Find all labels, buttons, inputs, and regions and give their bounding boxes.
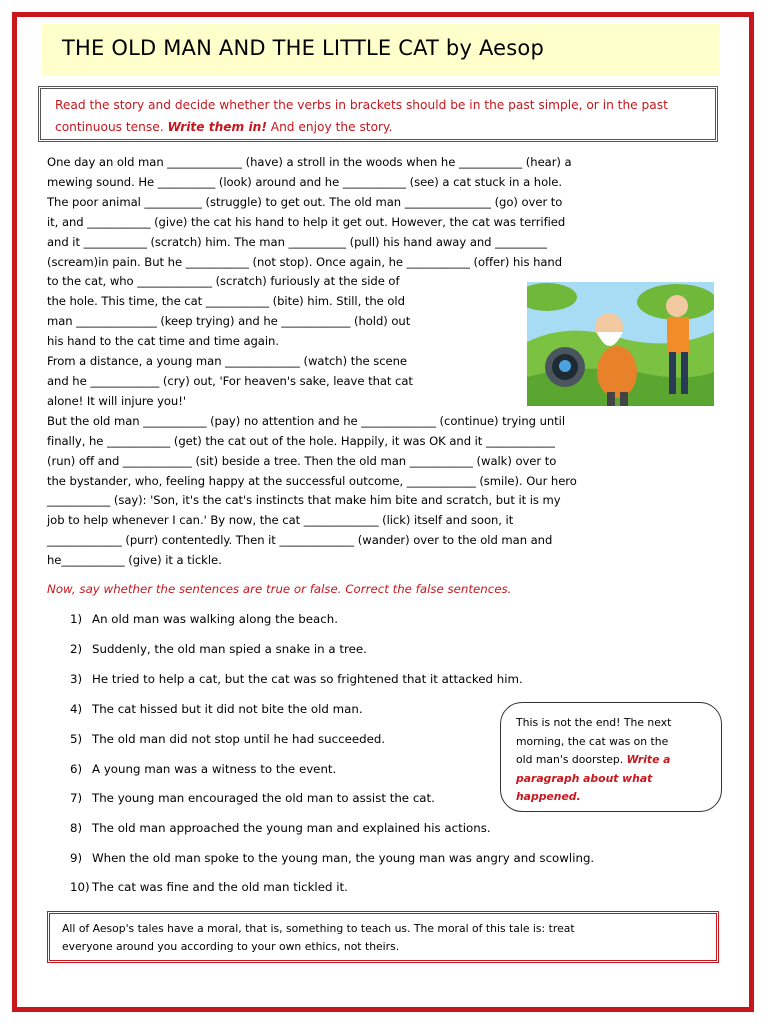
story-line: (scream)in pain. But he ___________ (not stop). Once again, he ___________ (offer) his hand [47, 254, 563, 269]
story-line: his hand to the cat time and time again. [47, 334, 279, 349]
bubble-text: old man's doorstep. [516, 753, 624, 766]
instructions-text-2: simple, or in the past continuous tense. [55, 98, 668, 134]
true-false-heading: Now, say whether the sentences are true or false. Correct the false sentences. [47, 582, 512, 596]
story-line: alone! It will injure you!' [47, 393, 186, 408]
question-number: 4) [70, 702, 83, 716]
question-item [70, 702, 363, 716]
question-number: 5) [70, 732, 83, 746]
story-line: man ______________ (keep trying) and he ____________ (hold) out [47, 314, 411, 329]
story-line: he___________ (give) it a tickle. [47, 553, 222, 568]
story-line: the bystander, who, feeling happy at the successful outcome, ____________ (smile). Our hero [47, 473, 577, 488]
question-number: 10) [70, 880, 90, 894]
question-item [70, 851, 594, 865]
moral-line: All of Aesop's tales have a moral, that is, something to teach us. The moral of this tale is: treat [62, 922, 575, 935]
story-illustration [527, 282, 714, 406]
story-line: From a distance, a young man _____________ (watch) the scene [47, 354, 407, 369]
question-text: Suddenly, the old man spied a snake in a tree. [92, 642, 367, 656]
question-item [70, 732, 385, 746]
question-text: The old man approached the young man and explained his actions. [92, 821, 491, 835]
bubble-line: morning, the cat was on the [516, 734, 669, 748]
story-line: _____________ (purr) contentedly. Then it _____________ (wander) over to the old man and [47, 533, 553, 548]
question-text: The young man encouraged the old man to assist the cat. [92, 791, 435, 805]
bubble-emphasis: happened. [516, 790, 581, 803]
question-text: The old man did not stop until he had succeeded. [92, 732, 386, 746]
question-number: 6) [70, 762, 83, 776]
story-line: One day an old man _____________ (have) a stroll in the woods when he ___________ (hear) a [47, 155, 572, 169]
bubble-line: This is not the end! The next [516, 716, 672, 729]
story-line: to the cat, who _____________ (scratch) furiously at the side of [47, 274, 400, 289]
question-number: 2) [70, 642, 83, 656]
page-title: THE OLD MAN AND THE LITTLE CAT by Aesop [62, 36, 544, 60]
writing-task-bubble [500, 702, 722, 812]
question-item [70, 762, 336, 776]
story-line: the hole. This time, the cat ___________ (bite) him. Still, the old [47, 294, 405, 309]
story-line: mewing sound. He __________ (look) around and he ___________ (see) a cat stuck in a hole. [47, 174, 563, 189]
moral-line: everyone around you according to your own ethics, not theirs. [62, 940, 400, 953]
story-line: and he ____________ (cry) out, 'For heaven's sake, leave that cat [47, 373, 413, 388]
question-number: 1) [70, 612, 83, 626]
question-text: He tried to help a cat, but the cat was so frightened that it attacked him. [92, 672, 523, 686]
moral-box [47, 911, 719, 963]
story-line: The poor animal __________ (struggle) to get out. The old man _______________ (go) over to [47, 194, 563, 209]
question-text: The cat was fine and the old man tickled it. [92, 880, 348, 894]
question-item [70, 791, 435, 805]
question-item [70, 672, 523, 686]
story-line: it, and ___________ (give) the cat his hand to help it get out. However, the cat was terrified [47, 214, 566, 229]
instructions-text-1: Read the story and decide whether the verbs in brackets should be in the past [55, 98, 535, 112]
bubble-line [516, 751, 711, 770]
question-item [70, 821, 491, 835]
instructions-box [38, 86, 718, 142]
question-text: The cat hissed but it did not bite the old man. [92, 702, 363, 716]
question-item [70, 880, 348, 894]
question-text: An old man was walking along the beach. [92, 612, 338, 626]
question-number: 3) [70, 672, 83, 686]
question-text: A young man was a witness to the event. [92, 762, 337, 776]
bubble-emphasis: paragraph about what [516, 771, 653, 785]
question-text: When the old man spoke to the young man, the young man was angry and scowling. [92, 851, 595, 865]
story-line: job to help whenever I can.' By now, the cat _____________ (lick) itself and soon, it [47, 513, 514, 528]
instructions-emphasis: Write them in! [167, 120, 267, 134]
story-line: and it ___________ (scratch) him. The man __________ (pull) his hand away and _________ [47, 234, 547, 249]
question-number: 9) [70, 851, 83, 865]
question-item [70, 612, 338, 626]
question-item [70, 642, 367, 656]
question-number: 7) [70, 791, 83, 805]
story-line: finally, he ___________ (get) the cat out of the hole. Happily, it was OK and it ____________ [47, 433, 555, 448]
instructions-text-3: And enjoy the story. [270, 120, 393, 134]
story-line: ___________ (say): 'Son, it's the cat's instincts that make him bite and scratch, but it is my [47, 493, 561, 508]
story-line: (run) off and ____________ (sit) beside a tree. Then the old man ___________ (walk) over to [47, 453, 557, 468]
bubble-emphasis: Write a [626, 753, 671, 766]
story-line: But the old man ___________ (pay) no attention and he _____________ (continue) trying until [47, 413, 566, 428]
question-number: 8) [70, 821, 83, 835]
